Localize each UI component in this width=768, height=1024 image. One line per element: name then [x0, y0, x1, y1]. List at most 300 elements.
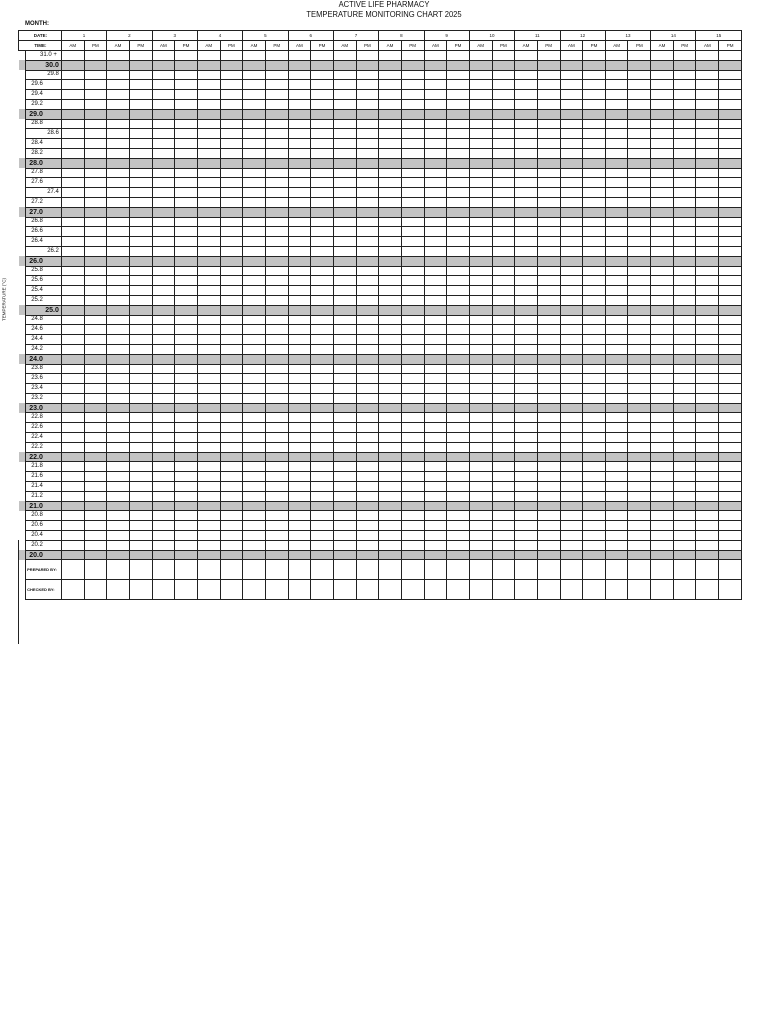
reading-cell[interactable]	[265, 99, 288, 109]
reading-cell[interactable]	[628, 433, 651, 443]
reading-cell[interactable]	[628, 393, 651, 403]
reading-cell[interactable]	[628, 139, 651, 149]
reading-cell[interactable]	[583, 90, 606, 100]
reading-cell[interactable]	[379, 227, 402, 237]
reading-cell[interactable]	[311, 364, 334, 374]
reading-cell[interactable]	[401, 276, 424, 286]
reading-cell[interactable]	[515, 70, 538, 80]
reading-cell[interactable]	[333, 540, 356, 550]
reading-cell[interactable]	[175, 207, 198, 217]
reading-cell[interactable]	[197, 521, 220, 531]
reading-cell[interactable]	[129, 227, 152, 237]
reading-cell[interactable]	[152, 482, 175, 492]
reading-cell[interactable]	[492, 403, 515, 413]
reading-cell[interactable]	[628, 80, 651, 90]
reading-cell[interactable]	[492, 70, 515, 80]
reading-cell[interactable]	[152, 442, 175, 452]
reading-cell[interactable]	[469, 99, 492, 109]
reading-cell[interactable]	[447, 207, 470, 217]
reading-cell[interactable]	[84, 246, 107, 256]
reading-cell[interactable]	[583, 442, 606, 452]
reading-cell[interactable]	[129, 335, 152, 345]
reading-cell[interactable]	[515, 197, 538, 207]
reading-cell[interactable]	[288, 491, 311, 501]
reading-cell[interactable]	[197, 178, 220, 188]
reading-cell[interactable]	[537, 178, 560, 188]
reading-cell[interactable]	[356, 393, 379, 403]
reading-cell[interactable]	[107, 266, 130, 276]
reading-cell[interactable]	[719, 286, 742, 296]
reading-cell[interactable]	[560, 423, 583, 433]
reading-cell[interactable]	[152, 364, 175, 374]
reading-cell[interactable]	[469, 237, 492, 247]
reading-cell[interactable]	[152, 188, 175, 198]
reading-cell[interactable]	[560, 295, 583, 305]
reading-cell[interactable]	[537, 51, 560, 61]
reading-cell[interactable]	[107, 393, 130, 403]
reading-cell[interactable]	[424, 51, 447, 61]
reading-cell[interactable]	[515, 521, 538, 531]
reading-cell[interactable]	[401, 511, 424, 521]
reading-cell[interactable]	[61, 90, 84, 100]
reading-cell[interactable]	[424, 413, 447, 423]
reading-cell[interactable]	[401, 315, 424, 325]
reading-cell[interactable]	[628, 452, 651, 462]
reading-cell[interactable]	[583, 482, 606, 492]
signature-cell[interactable]	[424, 580, 447, 600]
reading-cell[interactable]	[605, 550, 628, 560]
reading-cell[interactable]	[651, 295, 674, 305]
reading-cell[interactable]	[469, 374, 492, 384]
reading-cell[interactable]	[333, 256, 356, 266]
reading-cell[interactable]	[220, 384, 243, 394]
reading-cell[interactable]	[492, 148, 515, 158]
signature-cell[interactable]	[696, 580, 719, 600]
reading-cell[interactable]	[515, 433, 538, 443]
reading-cell[interactable]	[469, 364, 492, 374]
reading-cell[interactable]	[84, 374, 107, 384]
reading-cell[interactable]	[696, 197, 719, 207]
reading-cell[interactable]	[288, 276, 311, 286]
reading-cell[interactable]	[265, 276, 288, 286]
reading-cell[interactable]	[492, 393, 515, 403]
reading-cell[interactable]	[61, 521, 84, 531]
reading-cell[interactable]	[492, 197, 515, 207]
signature-cell[interactable]	[220, 560, 243, 580]
reading-cell[interactable]	[220, 472, 243, 482]
reading-cell[interactable]	[379, 168, 402, 178]
reading-cell[interactable]	[152, 60, 175, 70]
reading-cell[interactable]	[265, 286, 288, 296]
reading-cell[interactable]	[243, 393, 266, 403]
reading-cell[interactable]	[560, 335, 583, 345]
reading-cell[interactable]	[175, 70, 198, 80]
reading-cell[interactable]	[311, 521, 334, 531]
reading-cell[interactable]	[719, 364, 742, 374]
reading-cell[interactable]	[84, 501, 107, 511]
reading-cell[interactable]	[537, 364, 560, 374]
reading-cell[interactable]	[356, 384, 379, 394]
reading-cell[interactable]	[220, 237, 243, 247]
reading-cell[interactable]	[605, 139, 628, 149]
reading-cell[interactable]	[492, 511, 515, 521]
reading-cell[interactable]	[288, 227, 311, 237]
reading-cell[interactable]	[673, 550, 696, 560]
reading-cell[interactable]	[605, 178, 628, 188]
reading-cell[interactable]	[651, 80, 674, 90]
reading-cell[interactable]	[719, 344, 742, 354]
reading-cell[interactable]	[696, 501, 719, 511]
reading-cell[interactable]	[84, 70, 107, 80]
reading-cell[interactable]	[175, 109, 198, 119]
reading-cell[interactable]	[515, 99, 538, 109]
reading-cell[interactable]	[311, 442, 334, 452]
reading-cell[interactable]	[152, 540, 175, 550]
reading-cell[interactable]	[719, 423, 742, 433]
reading-cell[interactable]	[311, 188, 334, 198]
reading-cell[interactable]	[356, 197, 379, 207]
reading-cell[interactable]	[719, 168, 742, 178]
reading-cell[interactable]	[605, 501, 628, 511]
signature-cell[interactable]	[311, 580, 334, 600]
reading-cell[interactable]	[696, 413, 719, 423]
reading-cell[interactable]	[560, 129, 583, 139]
reading-cell[interactable]	[696, 246, 719, 256]
reading-cell[interactable]	[447, 60, 470, 70]
reading-cell[interactable]	[288, 109, 311, 119]
reading-cell[interactable]	[469, 139, 492, 149]
reading-cell[interactable]	[469, 168, 492, 178]
reading-cell[interactable]	[583, 99, 606, 109]
reading-cell[interactable]	[605, 433, 628, 443]
reading-cell[interactable]	[197, 109, 220, 119]
reading-cell[interactable]	[61, 109, 84, 119]
reading-cell[interactable]	[651, 374, 674, 384]
reading-cell[interactable]	[175, 197, 198, 207]
reading-cell[interactable]	[243, 227, 266, 237]
reading-cell[interactable]	[356, 550, 379, 560]
reading-cell[interactable]	[537, 139, 560, 149]
reading-cell[interactable]	[84, 139, 107, 149]
reading-cell[interactable]	[424, 237, 447, 247]
reading-cell[interactable]	[379, 139, 402, 149]
reading-cell[interactable]	[424, 266, 447, 276]
reading-cell[interactable]	[605, 511, 628, 521]
signature-cell[interactable]	[719, 560, 742, 580]
reading-cell[interactable]	[628, 237, 651, 247]
reading-cell[interactable]	[492, 246, 515, 256]
reading-cell[interactable]	[424, 90, 447, 100]
reading-cell[interactable]	[152, 80, 175, 90]
reading-cell[interactable]	[175, 344, 198, 354]
reading-cell[interactable]	[311, 531, 334, 541]
reading-cell[interactable]	[311, 354, 334, 364]
reading-cell[interactable]	[333, 344, 356, 354]
reading-cell[interactable]	[447, 256, 470, 266]
reading-cell[interactable]	[673, 207, 696, 217]
reading-cell[interactable]	[107, 540, 130, 550]
reading-cell[interactable]	[719, 246, 742, 256]
reading-cell[interactable]	[605, 148, 628, 158]
reading-cell[interactable]	[220, 393, 243, 403]
reading-cell[interactable]	[61, 354, 84, 364]
reading-cell[interactable]	[84, 256, 107, 266]
reading-cell[interactable]	[424, 276, 447, 286]
reading-cell[interactable]	[107, 70, 130, 80]
reading-cell[interactable]	[61, 295, 84, 305]
reading-cell[interactable]	[379, 178, 402, 188]
reading-cell[interactable]	[175, 246, 198, 256]
reading-cell[interactable]	[605, 188, 628, 198]
reading-cell[interactable]	[673, 168, 696, 178]
reading-cell[interactable]	[197, 119, 220, 129]
reading-cell[interactable]	[333, 90, 356, 100]
reading-cell[interactable]	[107, 511, 130, 521]
reading-cell[interactable]	[424, 540, 447, 550]
reading-cell[interactable]	[220, 325, 243, 335]
reading-cell[interactable]	[537, 384, 560, 394]
reading-cell[interactable]	[197, 384, 220, 394]
reading-cell[interactable]	[605, 90, 628, 100]
reading-cell[interactable]	[537, 90, 560, 100]
reading-cell[interactable]	[129, 178, 152, 188]
reading-cell[interactable]	[265, 521, 288, 531]
signature-cell[interactable]	[288, 580, 311, 600]
reading-cell[interactable]	[84, 413, 107, 423]
reading-cell[interactable]	[84, 482, 107, 492]
reading-cell[interactable]	[696, 403, 719, 413]
reading-cell[interactable]	[197, 80, 220, 90]
reading-cell[interactable]	[447, 129, 470, 139]
reading-cell[interactable]	[560, 374, 583, 384]
reading-cell[interactable]	[492, 266, 515, 276]
reading-cell[interactable]	[379, 462, 402, 472]
reading-cell[interactable]	[628, 119, 651, 129]
reading-cell[interactable]	[515, 80, 538, 90]
reading-cell[interactable]	[719, 374, 742, 384]
reading-cell[interactable]	[243, 325, 266, 335]
reading-cell[interactable]	[175, 158, 198, 168]
reading-cell[interactable]	[61, 227, 84, 237]
reading-cell[interactable]	[379, 354, 402, 364]
reading-cell[interactable]	[673, 335, 696, 345]
reading-cell[interactable]	[107, 521, 130, 531]
reading-cell[interactable]	[243, 344, 266, 354]
reading-cell[interactable]	[537, 501, 560, 511]
reading-cell[interactable]	[401, 344, 424, 354]
reading-cell[interactable]	[288, 540, 311, 550]
reading-cell[interactable]	[401, 482, 424, 492]
reading-cell[interactable]	[673, 531, 696, 541]
signature-cell[interactable]	[175, 580, 198, 600]
reading-cell[interactable]	[628, 207, 651, 217]
reading-cell[interactable]	[447, 462, 470, 472]
reading-cell[interactable]	[175, 433, 198, 443]
reading-cell[interactable]	[696, 540, 719, 550]
reading-cell[interactable]	[129, 276, 152, 286]
reading-cell[interactable]	[492, 207, 515, 217]
reading-cell[interactable]	[583, 501, 606, 511]
reading-cell[interactable]	[61, 452, 84, 462]
reading-cell[interactable]	[719, 384, 742, 394]
reading-cell[interactable]	[515, 531, 538, 541]
reading-cell[interactable]	[583, 119, 606, 129]
reading-cell[interactable]	[560, 452, 583, 462]
reading-cell[interactable]	[560, 217, 583, 227]
reading-cell[interactable]	[696, 433, 719, 443]
reading-cell[interactable]	[152, 344, 175, 354]
reading-cell[interactable]	[560, 197, 583, 207]
reading-cell[interactable]	[311, 148, 334, 158]
reading-cell[interactable]	[605, 325, 628, 335]
reading-cell[interactable]	[469, 129, 492, 139]
reading-cell[interactable]	[175, 413, 198, 423]
reading-cell[interactable]	[311, 393, 334, 403]
reading-cell[interactable]	[401, 472, 424, 482]
reading-cell[interactable]	[719, 550, 742, 560]
reading-cell[interactable]	[696, 80, 719, 90]
reading-cell[interactable]	[469, 256, 492, 266]
reading-cell[interactable]	[492, 217, 515, 227]
reading-cell[interactable]	[243, 70, 266, 80]
reading-cell[interactable]	[129, 472, 152, 482]
reading-cell[interactable]	[696, 70, 719, 80]
reading-cell[interactable]	[605, 344, 628, 354]
reading-cell[interactable]	[107, 413, 130, 423]
reading-cell[interactable]	[515, 315, 538, 325]
reading-cell[interactable]	[197, 305, 220, 315]
reading-cell[interactable]	[651, 540, 674, 550]
reading-cell[interactable]	[220, 344, 243, 354]
reading-cell[interactable]	[129, 482, 152, 492]
reading-cell[interactable]	[152, 315, 175, 325]
reading-cell[interactable]	[356, 491, 379, 501]
reading-cell[interactable]	[673, 178, 696, 188]
reading-cell[interactable]	[560, 237, 583, 247]
reading-cell[interactable]	[356, 335, 379, 345]
reading-cell[interactable]	[583, 531, 606, 541]
reading-cell[interactable]	[175, 80, 198, 90]
reading-cell[interactable]	[175, 393, 198, 403]
reading-cell[interactable]	[61, 158, 84, 168]
reading-cell[interactable]	[152, 90, 175, 100]
reading-cell[interactable]	[447, 423, 470, 433]
reading-cell[interactable]	[84, 364, 107, 374]
reading-cell[interactable]	[560, 521, 583, 531]
reading-cell[interactable]	[719, 491, 742, 501]
reading-cell[interactable]	[152, 521, 175, 531]
reading-cell[interactable]	[469, 315, 492, 325]
reading-cell[interactable]	[719, 207, 742, 217]
reading-cell[interactable]	[673, 364, 696, 374]
reading-cell[interactable]	[605, 80, 628, 90]
reading-cell[interactable]	[288, 325, 311, 335]
signature-cell[interactable]	[605, 580, 628, 600]
reading-cell[interactable]	[61, 384, 84, 394]
reading-cell[interactable]	[583, 472, 606, 482]
reading-cell[interactable]	[515, 286, 538, 296]
reading-cell[interactable]	[537, 188, 560, 198]
reading-cell[interactable]	[696, 511, 719, 521]
reading-cell[interactable]	[605, 403, 628, 413]
reading-cell[interactable]	[265, 188, 288, 198]
reading-cell[interactable]	[424, 384, 447, 394]
reading-cell[interactable]	[288, 217, 311, 227]
reading-cell[interactable]	[220, 60, 243, 70]
reading-cell[interactable]	[107, 305, 130, 315]
reading-cell[interactable]	[379, 237, 402, 247]
reading-cell[interactable]	[447, 276, 470, 286]
reading-cell[interactable]	[673, 433, 696, 443]
reading-cell[interactable]	[243, 442, 266, 452]
reading-cell[interactable]	[311, 423, 334, 433]
reading-cell[interactable]	[628, 462, 651, 472]
reading-cell[interactable]	[560, 158, 583, 168]
reading-cell[interactable]	[220, 403, 243, 413]
reading-cell[interactable]	[447, 442, 470, 452]
reading-cell[interactable]	[311, 472, 334, 482]
reading-cell[interactable]	[107, 462, 130, 472]
reading-cell[interactable]	[129, 188, 152, 198]
reading-cell[interactable]	[265, 384, 288, 394]
reading-cell[interactable]	[605, 354, 628, 364]
reading-cell[interactable]	[537, 305, 560, 315]
reading-cell[interactable]	[379, 521, 402, 531]
reading-cell[interactable]	[560, 462, 583, 472]
reading-cell[interactable]	[537, 462, 560, 472]
reading-cell[interactable]	[447, 315, 470, 325]
reading-cell[interactable]	[515, 217, 538, 227]
reading-cell[interactable]	[469, 207, 492, 217]
reading-cell[interactable]	[537, 521, 560, 531]
signature-cell[interactable]	[537, 560, 560, 580]
reading-cell[interactable]	[401, 335, 424, 345]
reading-cell[interactable]	[605, 482, 628, 492]
reading-cell[interactable]	[129, 256, 152, 266]
reading-cell[interactable]	[696, 374, 719, 384]
reading-cell[interactable]	[605, 423, 628, 433]
reading-cell[interactable]	[311, 491, 334, 501]
reading-cell[interactable]	[129, 217, 152, 227]
signature-cell[interactable]	[333, 560, 356, 580]
reading-cell[interactable]	[197, 197, 220, 207]
reading-cell[interactable]	[424, 423, 447, 433]
reading-cell[interactable]	[129, 511, 152, 521]
reading-cell[interactable]	[492, 531, 515, 541]
reading-cell[interactable]	[333, 442, 356, 452]
reading-cell[interactable]	[107, 423, 130, 433]
reading-cell[interactable]	[311, 90, 334, 100]
reading-cell[interactable]	[401, 90, 424, 100]
reading-cell[interactable]	[515, 158, 538, 168]
reading-cell[interactable]	[84, 119, 107, 129]
reading-cell[interactable]	[288, 80, 311, 90]
reading-cell[interactable]	[560, 472, 583, 482]
reading-cell[interactable]	[492, 119, 515, 129]
reading-cell[interactable]	[673, 442, 696, 452]
reading-cell[interactable]	[673, 109, 696, 119]
reading-cell[interactable]	[401, 393, 424, 403]
reading-cell[interactable]	[288, 286, 311, 296]
reading-cell[interactable]	[333, 129, 356, 139]
reading-cell[interactable]	[583, 511, 606, 521]
reading-cell[interactable]	[673, 70, 696, 80]
reading-cell[interactable]	[311, 295, 334, 305]
reading-cell[interactable]	[719, 452, 742, 462]
reading-cell[interactable]	[651, 178, 674, 188]
reading-cell[interactable]	[356, 109, 379, 119]
reading-cell[interactable]	[333, 482, 356, 492]
